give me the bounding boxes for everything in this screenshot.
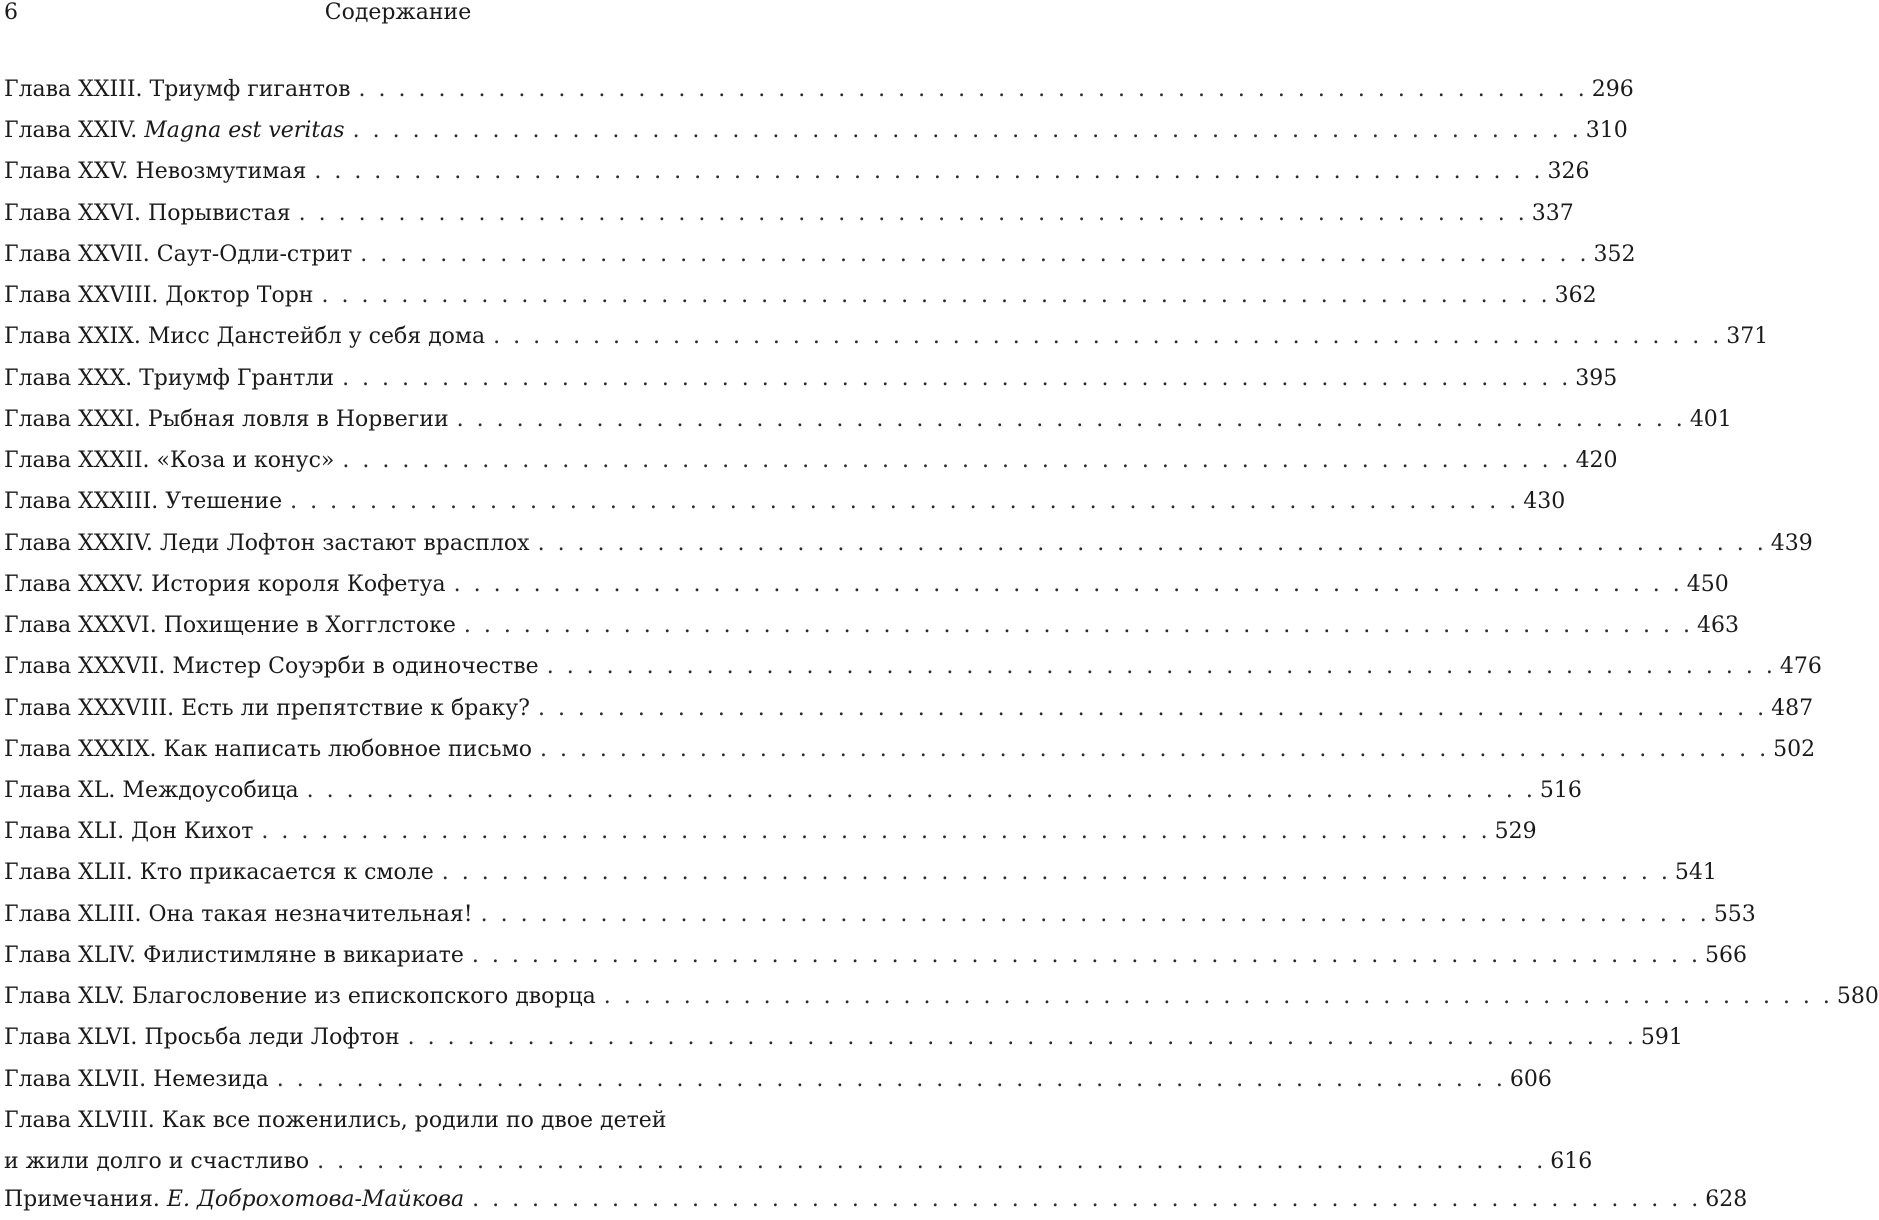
toc-entry-page-number: 616: [1550, 1149, 1593, 1175]
dot-leader: . . . . . . . . . . . . . . . . . . . . . . . . . . . . . . . . . . . . . . . . . . . . . . . . . . . . . . . . . . . . . .: [480, 901, 1710, 927]
toc-entry: [4, 523, 1813, 564]
toc-entry-page-number: 337: [1531, 200, 1574, 226]
toc-entry-title: Глава XLV. Благословение из епископского дворца: [4, 984, 596, 1010]
toc-entry-title: Глава XXXIV. Леди Лофтон застают врасплох: [4, 530, 530, 556]
dot-leader: . . . . . . . . . . . . . . . . . . . . . . . . . . . . . . . . . . . . . . . . . . . . . . . . . . . . . . . . . . . . . .: [314, 159, 1544, 185]
dot-leader: . . . . . . . . . . . . . . . . . . . . . . . . . . . . . . . . . . . . . . . . . . . . . . . . . . . . . . . . . . . . . .: [321, 283, 1551, 309]
toc-entry: [4, 1017, 1683, 1058]
toc-entry: [4, 151, 1590, 192]
toc-entry-title: Глава XXXI. Рыбная ловля в Норвегии: [4, 406, 449, 432]
toc-entry: [4, 935, 1748, 976]
toc-entry-title: Глава XXXII. «Коза и конус»: [4, 448, 335, 474]
toc-entry-page-number: 439: [1770, 530, 1813, 556]
toc-entry-page-number: 516: [1539, 777, 1582, 803]
toc-entry-page-number: 352: [1593, 241, 1636, 267]
toc-entry-page-number: 529: [1494, 819, 1537, 845]
toc-entry-title: Глава XXVIII. Доктор Торн: [4, 283, 314, 309]
table-of-contents: [4, 69, 1879, 1182]
toc-entry-page-number: 371: [1726, 324, 1769, 350]
toc-entry-page-number: 541: [1674, 860, 1717, 886]
toc-entry-page-number: 420: [1575, 448, 1618, 474]
toc-entry-title: Глава XLIV. Филистимляне в викариате: [4, 942, 464, 968]
toc-entry-title: Глава XXVII. Саут-Одли-стрит: [4, 241, 353, 267]
toc-entry: [4, 1100, 1593, 1183]
dot-leader: . . . . . . . . . . . . . . . . . . . . . . . . . . . . . . . . . . . . . . . . . . . . . . . . . . . . . . . . . . . . . .: [471, 942, 1702, 968]
toc-entry-page-number: 487: [1771, 695, 1814, 721]
toc-entry-page-number: 553: [1713, 901, 1756, 927]
toc-entry-title: Глава XLIII. Она такая незначительная!: [4, 901, 473, 927]
toc-entry-page-number: 591: [1640, 1025, 1683, 1051]
toc-entry-title: Глава XXIX. Мисс Данстейбл у себя дома: [4, 324, 486, 350]
dot-leader: . . . . . . . . . . . . . . . . . . . . . . . . . . . . . . . . . . . . . . . . . . . . . . . . . . . . . . . . . . . . . .: [407, 1025, 1637, 1051]
toc-entry-title: Глава XXIII. Триумф гигантов: [4, 77, 351, 102]
dot-leader: . . . . . . . . . . . . . . . . . . . . . . . . . . . . . . . . . . . . . . . . . . . . . . . . . . . . . . . . . . . . . .: [261, 819, 1491, 845]
toc-entry-title: Глава XXXIX. Как написать любовное письмо: [4, 736, 532, 762]
toc-entry-page-number: 476: [1779, 654, 1822, 680]
toc-entry-title: Глава XXXV. История короля Кофетуа: [4, 571, 446, 597]
toc-entry: [4, 605, 1740, 646]
toc-entry-title-continued: и жили долго и счастливо: [4, 1149, 310, 1175]
toc-entry: [4, 688, 1814, 729]
dot-leader: . . . . . . . . . . . . . . . . . . . . . . . . . . . . . . . . . . . . . . . . . . . . . . . . . . . . . . . . . . . . . .: [306, 777, 1536, 803]
toc-entry-page-number: 606: [1509, 1066, 1552, 1092]
toc-entry: [4, 275, 1597, 316]
toc-entry-page-number: 463: [1697, 613, 1740, 639]
toc-entry-page-number: 401: [1689, 406, 1732, 432]
toc-entry-title: Глава XXX. Триумф Грантли: [4, 365, 335, 391]
toc-entry-page-number: 502: [1773, 736, 1816, 762]
toc-entry: [4, 729, 1816, 770]
dot-leader: . . . . . . . . . . . . . . . . . . . . . . . . . . . . . . . . . . . . . . . . . . . . . . . . . . . . . . . . . . . . . .: [342, 365, 1572, 391]
toc-entry-page-number: 580: [1836, 984, 1879, 1010]
page-number: 6: [4, 0, 18, 25]
toc-entry: [4, 1059, 1552, 1100]
toc-entry: [4, 852, 1717, 893]
running-title: Содержание: [324, 0, 472, 25]
toc-entry: [4, 564, 1729, 605]
toc-entry: [4, 440, 1618, 481]
dot-leader: . . . . . . . . . . . . . . . . . . . . . . . . . . . . . . . . . . . . . . . . . . . . . . . . . . . . . . . . . . . . . .: [358, 77, 1588, 102]
toc-entry-title: Глава XLVII. Немезида: [4, 1066, 269, 1092]
toc-entry: [4, 69, 1634, 110]
toc-entry-page-number: 326: [1547, 159, 1590, 185]
toc-entry-page-number: 566: [1705, 942, 1748, 968]
toc-entry-title: Глава XXXIII. Утешение: [4, 489, 283, 515]
toc-entry-title: Глава XLVI. Просьба леди Лофтон: [4, 1025, 400, 1051]
toc-entry-page-number: 430: [1523, 489, 1566, 515]
toc-entry-title: Глава XXXVI. Похищение в Хогглстоке: [4, 613, 456, 639]
toc-entry: [4, 646, 1822, 687]
dot-leader: . . . . . . . . . . . . . . . . . . . . . . . . . . . . . . . . . . . . . . . . . . . . . . . . . . . . . . . . . . . . . .: [298, 200, 1528, 226]
dot-leader: . . . . . . . . . . . . . . . . . . . . . . . . . . . . . . . . . . . . . . . . . . . . . . . . . . . . . . . . . . . . . .: [603, 984, 1833, 1010]
dot-leader: . . . . . . . . . . . . . . . . . . . . . . . . . . . . . . . . . . . . . . . . . . . . . . . . . . . . . . . . . . . . . .: [317, 1149, 1547, 1175]
dot-leader: . . . . . . . . . . . . . . . . . . . . . . . . . . . . . . . . . . . . . . . . . . . . . . . . . . . . . . . . . . . . . .: [537, 695, 1768, 721]
dot-leader: . . . . . . . . . . . . . . . . . . . . . . . . . . . . . . . . . . . . . . . . . . . . . . . . . . . . . . . . . . . . . .: [290, 489, 1520, 515]
toc-entry-title: Глава XLII. Кто прикасается к смоле: [4, 860, 434, 886]
notes-entry: [4, 1179, 1748, 1220]
toc-entry-title: Глава XXV. Невозмутимая: [4, 159, 307, 185]
toc-entry: [4, 234, 1636, 275]
toc-entry-title: Глава XLI. Дон Кихот: [4, 819, 254, 845]
dot-leader: . . . . . . . . . . . . . . . . . . . . . . . . . . . . . . . . . . . . . . . . . . . . . . . . . . . . . . . . . . . . . .: [493, 324, 1723, 350]
dot-leader: . . . . . . . . . . . . . . . . . . . . . . . . . . . . . . . . . . . . . . . . . . . . . . . . . . . . . . . . . . . . . .: [360, 241, 1590, 267]
toc-entry: [4, 316, 1769, 357]
dot-leader: . . . . . . . . . . . . . . . . . . . . . . . . . . . . . . . . . . . . . . . . . . . . . . . . . . . . . . . . . . . . . .: [441, 860, 1671, 886]
toc-entry-page-number: 362: [1554, 283, 1597, 309]
toc-entry: [4, 358, 1618, 399]
dot-leader: . . . . . . . . . . . . . . . . . . . . . . . . . . . . . . . . . . . . . . . . . . . . . . . . . . . . . . . . . . . . . .: [537, 530, 1767, 556]
toc-entry: [4, 811, 1537, 852]
dot-leader: . . . . . . . . . . . . . . . . . . . . . . . . . . . . . . . . . . . . . . . . . . . . . . . . . . . . . . . . . . . . . .: [463, 613, 1694, 639]
toc-entry: [4, 481, 1566, 522]
dot-leader: . . . . . . . . . . . . . . . . . . . . . . . . . . . . . . . . . . . . . . . . . . . . . . . . . . . . . . . . . . . . . .: [539, 736, 1770, 762]
page-header: [0, 0, 796, 30]
notes-title: Примечания. Е. Доброхотова-Майкова: [4, 1187, 465, 1212]
toc-entry-page-number: 395: [1575, 365, 1618, 391]
toc-entry-page-number: 296: [1591, 77, 1634, 102]
toc-entry: [4, 110, 1628, 151]
notes-page-number: 628: [1705, 1187, 1748, 1212]
toc-entry: [4, 399, 1732, 440]
dot-leader: . . . . . . . . . . . . . . . . . . . . . . . . . . . . . . . . . . . . . . . . . . . . . . . . . . . . . . . . . . . . . .: [453, 571, 1683, 597]
dot-leader: . . . . . . . . . . . . . . . . . . . . . . . . . . . . . . . . . . . . . . . . . . . . . . . . . . . . . . . . . . . . . .: [352, 118, 1582, 144]
toc-entry: [4, 193, 1574, 234]
toc-entry-page-number: 310: [1585, 118, 1628, 144]
notes-author: Е. Доброхотова-Майкова: [166, 1187, 465, 1212]
toc-entry: [4, 770, 1582, 811]
toc-entry: [4, 976, 1879, 1017]
toc-entry-title: Глава XXXVII. Мистер Соуэрби в одиночестве: [4, 654, 539, 680]
dot-leader: . . . . . . . . . . . . . . . . . . . . . . . . . . . . . . . . . . . . . . . . . . . . . . . . . . . . . . . . . . . . . .: [342, 448, 1572, 474]
toc-entry-title: Глава XXVI. Порывистая: [4, 200, 291, 226]
dot-leader: . . . . . . . . . . . . . . . . . . . . . . . . . . . . . . . . . . . . . . . . . . . . . . . . . . . . . . . . . . . . . .: [276, 1066, 1506, 1092]
toc-entry-title-italic: Magna est veritas: [144, 118, 345, 144]
toc-entry: [4, 894, 1756, 935]
toc-entry-title: Глава XXIV. Magna est veritas: [4, 118, 345, 144]
toc-entry-page-number: 450: [1686, 571, 1729, 597]
toc-entry-title: Глава XL. Междоусобица: [4, 777, 299, 803]
dot-leader: . . . . . . . . . . . . . . . . . . . . . . . . . . . . . . . . . . . . . . . . . . . . . . . . . . . . . . . . . . . . . .: [546, 654, 1776, 680]
toc-entry-title: Глава XXXVIII. Есть ли препятствие к браку?: [4, 695, 530, 721]
dot-leader: . . . . . . . . . . . . . . . . . . . . . . . . . . . . . . . . . . . . . . . . . . . . . . . . . . . . . . . . . . . . . .: [456, 406, 1686, 432]
toc-entry-title: Глава XLVIII. Как все поженились, родили по двое детей: [4, 1107, 667, 1133]
dot-leader: . . . . . . . . . . . . . . . . . . . . . . . . . . . . . . . . . . . . . . . . . . . . . . . . . . . . . . . . . . . . . .: [472, 1187, 1702, 1212]
